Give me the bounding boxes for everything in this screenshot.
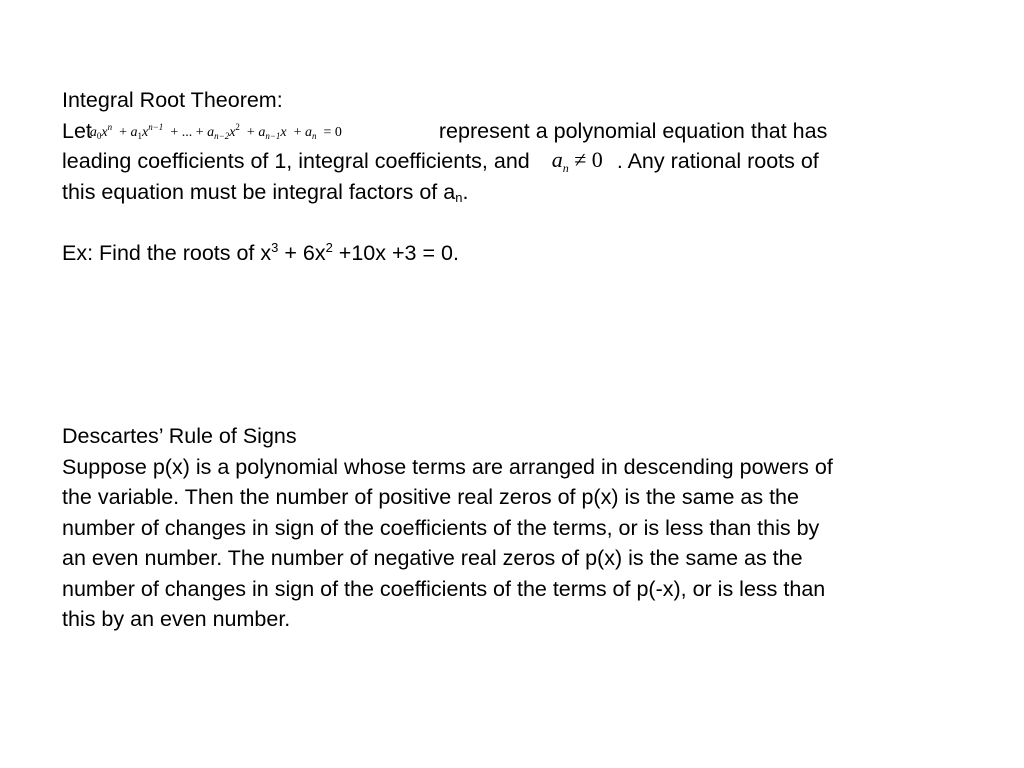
descartes-line: an even number. The number of negative real zeros of p(x) is the same as the (62, 546, 803, 570)
descartes-rule-of-signs (62, 421, 992, 635)
theorem-line-1-text: represent a polynomial equation that has (438, 118, 828, 143)
descartes-line: the variable. Then the number of positive real zeros of p(x) is the same as the (62, 485, 799, 509)
theorem-line-3: this equation must be integral factors of $a_n$. (62, 179, 469, 205)
descartes-line: this by an even number. (62, 607, 291, 631)
theorem-line-2 (62, 146, 992, 177)
polynomial-equation: $a_0x^n + a_1x^{n-1}$ + ... + $a_{n-2}x^2 + a_{n-1}x + a_n = 0$ (89, 121, 342, 141)
let-word: Let (62, 118, 92, 143)
spacer (62, 207, 992, 238)
theorem-line-2-start: leading coefficients of 1, integral coefficients, and (62, 149, 530, 173)
descartes-line: number of changes in sign of the coefficients of the terms, or is less than this by (62, 515, 820, 540)
theorem-title: Integral Root Theorem: (62, 88, 283, 112)
example-line: Ex: Find the roots of $x^3 + 6x^2 +10x +3 = 0$. (62, 239, 459, 265)
theorem-line-1 (62, 116, 992, 147)
descartes-line: Suppose p(x) is a polynomial whose terms are arranged in descending powers of (62, 454, 833, 479)
nonzero-condition: $a_n \ne 0$ (551, 147, 603, 175)
theorem-line-2-end: . Any rational roots of (616, 149, 819, 173)
integral-root-theorem (62, 85, 992, 268)
descartes-line: number of changes in sign of the coefficients of the terms of p(-x), or is less than (62, 576, 826, 601)
descartes-title: Descartes’ Rule of Signs (62, 424, 297, 448)
